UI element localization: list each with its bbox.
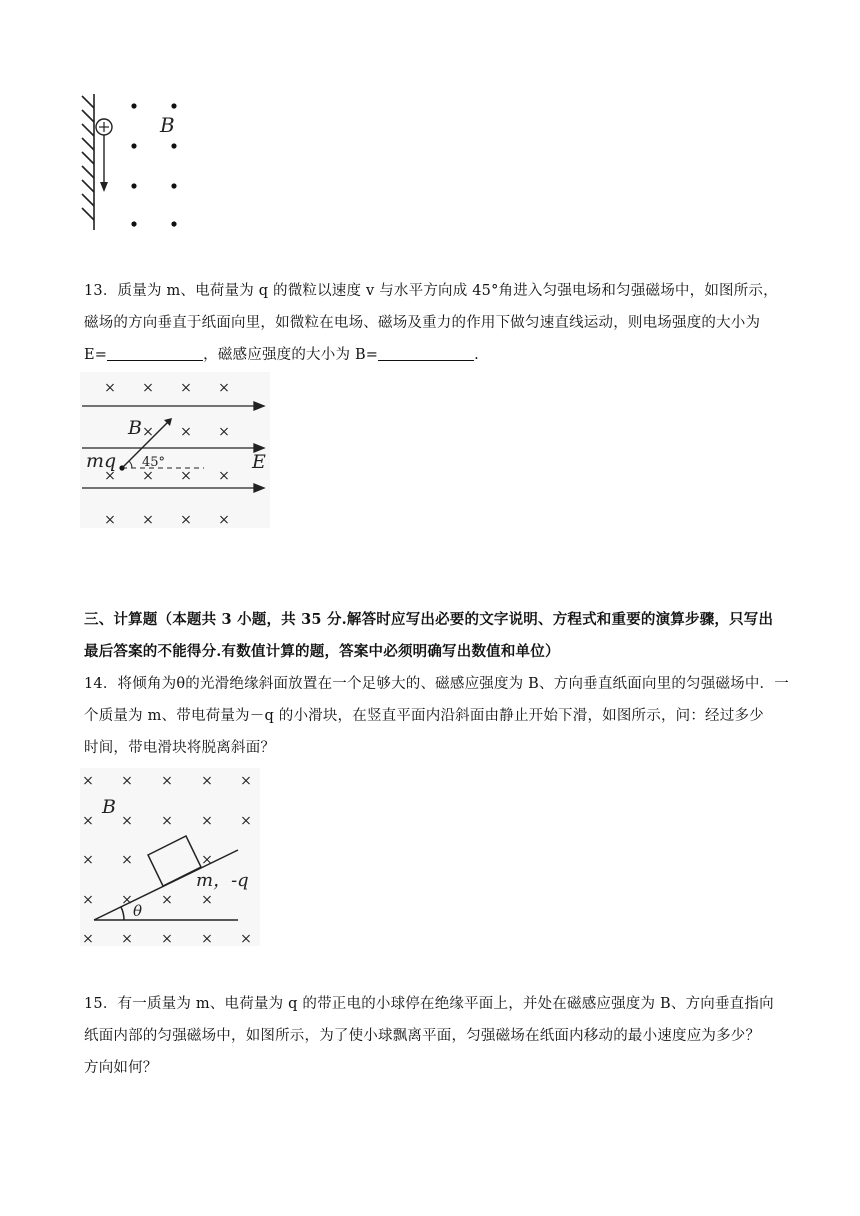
svg-text:×: ×: [201, 852, 213, 868]
answer-blank-b[interactable]: [378, 346, 474, 361]
svg-text:×: ×: [121, 813, 133, 829]
q14-line-3: 时间，带电滑块将脱离斜面？: [84, 740, 276, 756]
svg-text:×: ×: [240, 931, 252, 946]
q13-line-2: 磁场的方向垂直于纸面向里，如微粒在电场、磁场及重力的作用下做匀速直线运动，则电场强度的大小为: [84, 315, 761, 331]
svg-text:×: ×: [180, 424, 192, 440]
field-label-b: B: [160, 113, 175, 137]
svg-text:×: ×: [121, 931, 133, 946]
question-15: [84, 988, 784, 1084]
q15-line-3: 方向如何？: [84, 1060, 158, 1076]
svg-text:×: ×: [161, 892, 173, 908]
svg-text:×: ×: [142, 380, 154, 396]
svg-text:×: ×: [121, 852, 133, 868]
svg-text:×: ×: [180, 380, 192, 396]
section-3-line-1: 三、计算题（本题共 3 小题，共 35 分.解答时应写出必要的文字说明、方程式和重要的演算步骤，只写出: [84, 611, 774, 628]
svg-text:×: ×: [161, 931, 173, 946]
svg-text:×: ×: [218, 424, 230, 440]
svg-text:×: ×: [240, 813, 252, 829]
svg-text:×: ×: [82, 813, 94, 829]
label-theta: θ: [133, 902, 143, 920]
svg-text:×: ×: [180, 468, 192, 484]
label-mq: mq: [86, 450, 117, 472]
svg-text:×: ×: [218, 380, 230, 396]
svg-text:×: ×: [180, 512, 192, 528]
svg-text:×: ×: [201, 773, 213, 789]
svg-text:×: ×: [82, 773, 94, 789]
velocity-arrow: [100, 135, 108, 192]
svg-text:×: ×: [142, 468, 154, 484]
label-b: B: [102, 796, 116, 818]
label-angle: 45°: [142, 455, 166, 470]
answer-blank-e[interactable]: [107, 346, 203, 361]
sliding-block: [148, 836, 201, 886]
svg-text:×: ×: [218, 512, 230, 528]
q14-line-1: 14．将倾角为θ的光滑绝缘斜面放置在一个足够大的、磁感应强度为 B、方向垂直纸面向里的匀强磁场中．一: [84, 676, 789, 692]
svg-text:×: ×: [201, 813, 213, 829]
svg-text:×: ×: [201, 892, 213, 908]
field-crosses: [104, 380, 230, 528]
q13-line-3: [84, 339, 784, 371]
figure-wall-magnetic-field: [80, 92, 190, 234]
svg-text:×: ×: [240, 773, 252, 789]
svg-text:×: ×: [161, 773, 173, 789]
svg-text:×: ×: [218, 468, 230, 484]
wall: [82, 94, 94, 230]
question-14: [84, 668, 789, 764]
svg-text:×: ×: [82, 892, 94, 908]
svg-text:×: ×: [104, 380, 116, 396]
q15-line-1: 15．有一质量为 m、电荷量为 q 的带正电的小球停在绝缘平面上，并处在磁感应强度为 B、方向垂直指向: [84, 996, 774, 1012]
q13-period: .: [474, 347, 479, 363]
svg-text:×: ×: [82, 852, 94, 868]
section-3-heading: [84, 604, 784, 668]
svg-text:×: ×: [201, 931, 213, 946]
svg-text:×: ×: [121, 892, 133, 908]
q13-line-1: 13．质量为 m、电荷量为 q 的微粒以速度 v 与水平方向成 45°角进入匀强电场和匀强磁场中，如图所示，: [84, 283, 778, 299]
svg-text:×: ×: [161, 813, 173, 829]
positive-charge-icon: [96, 119, 112, 135]
label-e: E: [252, 451, 266, 473]
label-b: B: [128, 417, 142, 439]
q13-e-label: E=: [84, 347, 108, 363]
question-13: [84, 275, 784, 371]
label-m-q: m，-q: [196, 870, 249, 891]
svg-text:×: ×: [121, 773, 133, 789]
svg-text:×: ×: [104, 468, 116, 484]
q13-b-label: ，磁感应强度的大小为 B=: [203, 347, 379, 363]
section-3-line-2: 最后答案的不能得分.有数值计算的题，答案中必须明确写出数值和单位）: [84, 643, 560, 660]
figure-crossed-fields: [80, 372, 270, 528]
svg-text:×: ×: [82, 931, 94, 946]
q15-line-2: 纸面内部的匀强磁场中，如图所示，为了使小球飘离平面，匀强磁场在纸面内移动的最小速度应为多少？: [84, 1028, 761, 1044]
svg-text:×: ×: [142, 512, 154, 528]
svg-text:×: ×: [104, 512, 116, 528]
q14-line-2: 个质量为 m、带电荷量为－q 的小滑块，在竖直平面内沿斜面由静止开始下滑，如图所示，问：经过多少: [84, 708, 764, 724]
figure-incline: [80, 768, 260, 946]
svg-text:×: ×: [142, 424, 154, 440]
